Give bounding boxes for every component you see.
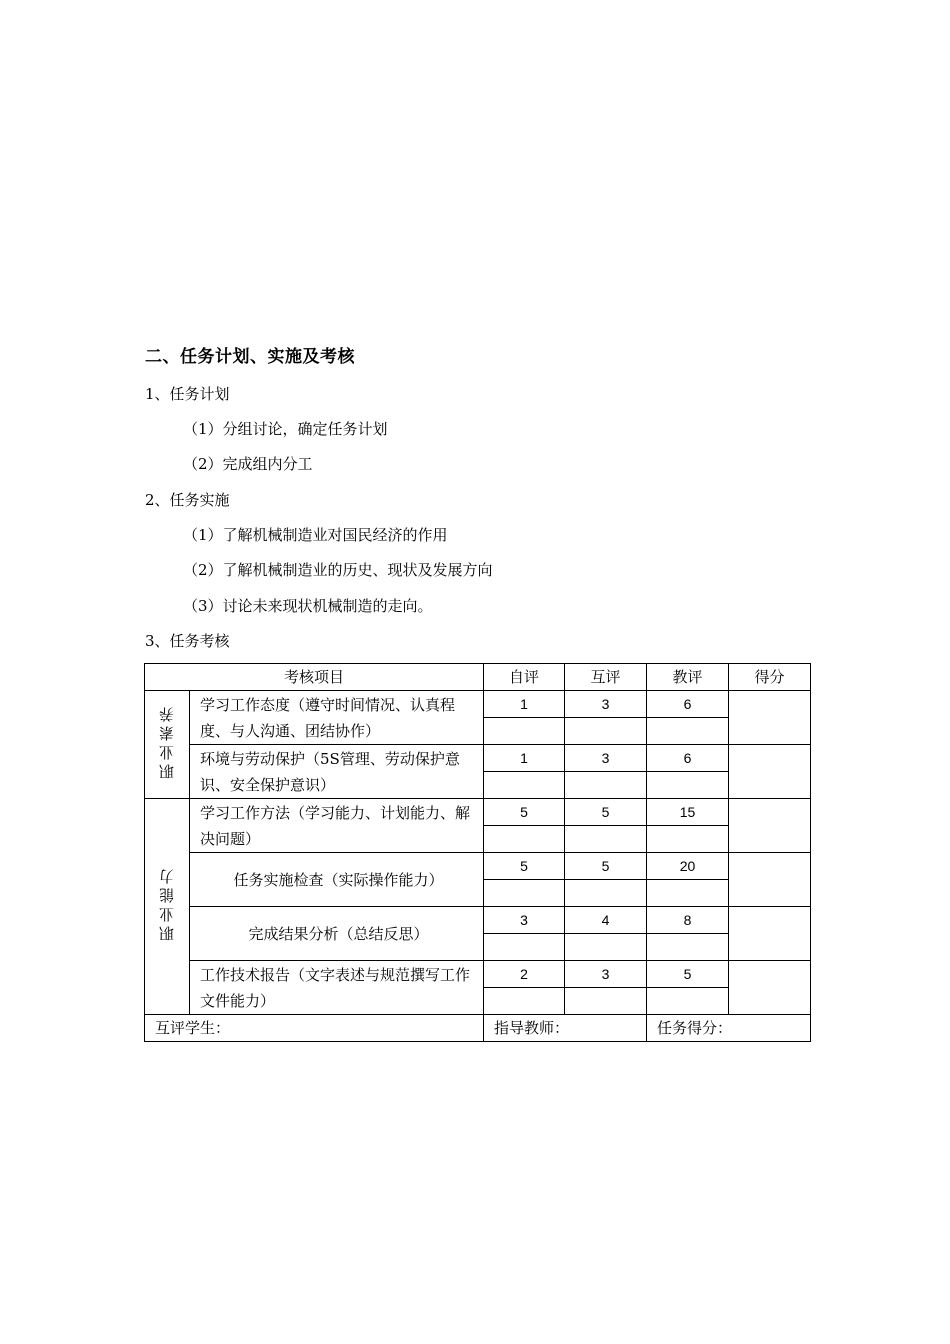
category-ability [145,799,190,1015]
peer-input-cell[interactable] [565,826,647,853]
peer-input-cell[interactable] [565,880,647,907]
row-item: 完成结果分析（总结反思） [190,907,484,961]
header-teacher: 教评 [647,664,729,691]
peer-input-cell[interactable] [565,772,647,799]
table-row [145,799,811,826]
header-score: 得分 [729,664,811,691]
teacher-score: 6 [647,691,729,718]
implement-title: 2、任务实施 [145,491,230,509]
teacher-input-cell[interactable] [647,826,729,853]
self-input-cell[interactable] [484,934,565,961]
peer-score: 5 [565,853,647,880]
row-item: 任务实施检查（实际操作能力） [190,853,484,907]
teacher-score: 8 [647,907,729,934]
peer-score: 4 [565,907,647,934]
implement-item: （3）讨论未来现状机械制造的走向。 [183,597,433,615]
task-score-field[interactable]: 任务得分： [647,1015,811,1042]
teacher-input-cell[interactable] [647,718,729,745]
table-row [145,745,811,772]
table-footer-row [145,1015,811,1042]
category-quality-label: 职业素养 [158,702,176,779]
self-input-cell[interactable] [484,772,565,799]
row-item: 工作技术报告（文字表述与规范撰写工作文件能力） [190,961,484,1015]
self-score: 1 [484,691,565,718]
row-item: 学习工作态度（遵守时间情况、认真程度、与人沟通、团结协作） [190,691,484,745]
table-row [145,853,811,880]
peer-input-cell[interactable] [565,988,647,1015]
score-cell[interactable] [729,691,811,745]
self-score: 2 [484,961,565,988]
self-input-cell[interactable] [484,718,565,745]
table-row [145,907,811,934]
teacher-input-cell[interactable] [647,988,729,1015]
self-input-cell[interactable] [484,826,565,853]
teacher-input-cell[interactable] [647,772,729,799]
plan-item: （2）完成组内分工 [183,455,313,473]
plan-item: （1）分组讨论，确定任务计划 [183,420,388,438]
teacher-score: 20 [647,853,729,880]
table-row [145,961,811,988]
self-input-cell[interactable] [484,880,565,907]
plan-title: 1、任务计划 [145,385,230,403]
header-self: 自评 [484,664,565,691]
teacher-input-cell[interactable] [647,880,729,907]
teacher-field[interactable]: 指导教师： [484,1015,647,1042]
score-cell[interactable] [729,907,811,961]
row-item: 环境与劳动保护（5S管理、劳动保护意识、安全保护意识） [190,745,484,799]
teacher-score: 15 [647,799,729,826]
table-row [145,691,811,718]
self-score: 5 [484,853,565,880]
teacher-score: 5 [647,961,729,988]
implement-item: （2）了解机械制造业的历史、现状及发展方向 [183,561,493,579]
header-peer: 互评 [565,664,647,691]
implement-item: （1）了解机械制造业对国民经济的作用 [183,526,448,544]
peer-score: 3 [565,691,647,718]
section-title: 二、任务计划、实施及考核 [145,347,355,367]
teacher-input-cell[interactable] [647,934,729,961]
peer-input-cell[interactable] [565,718,647,745]
peer-student-field[interactable]: 互评学生： [145,1015,484,1042]
score-cell[interactable] [729,961,811,1015]
assess-title: 3、任务考核 [145,632,230,650]
header-item: 考核项目 [145,664,484,691]
score-cell[interactable] [729,799,811,853]
peer-score: 3 [565,745,647,772]
self-score: 3 [484,907,565,934]
assessment-table [144,663,811,1042]
self-score: 5 [484,799,565,826]
peer-score: 5 [565,799,647,826]
peer-score: 3 [565,961,647,988]
row-item: 学习工作方法（学习能力、计划能力、解决问题） [190,799,484,853]
peer-input-cell[interactable] [565,934,647,961]
score-cell[interactable] [729,853,811,907]
self-input-cell[interactable] [484,988,565,1015]
self-score: 1 [484,745,565,772]
category-quality [145,691,190,799]
category-ability-label: 职业能力 [158,864,176,941]
score-cell[interactable] [729,745,811,799]
teacher-score: 6 [647,745,729,772]
